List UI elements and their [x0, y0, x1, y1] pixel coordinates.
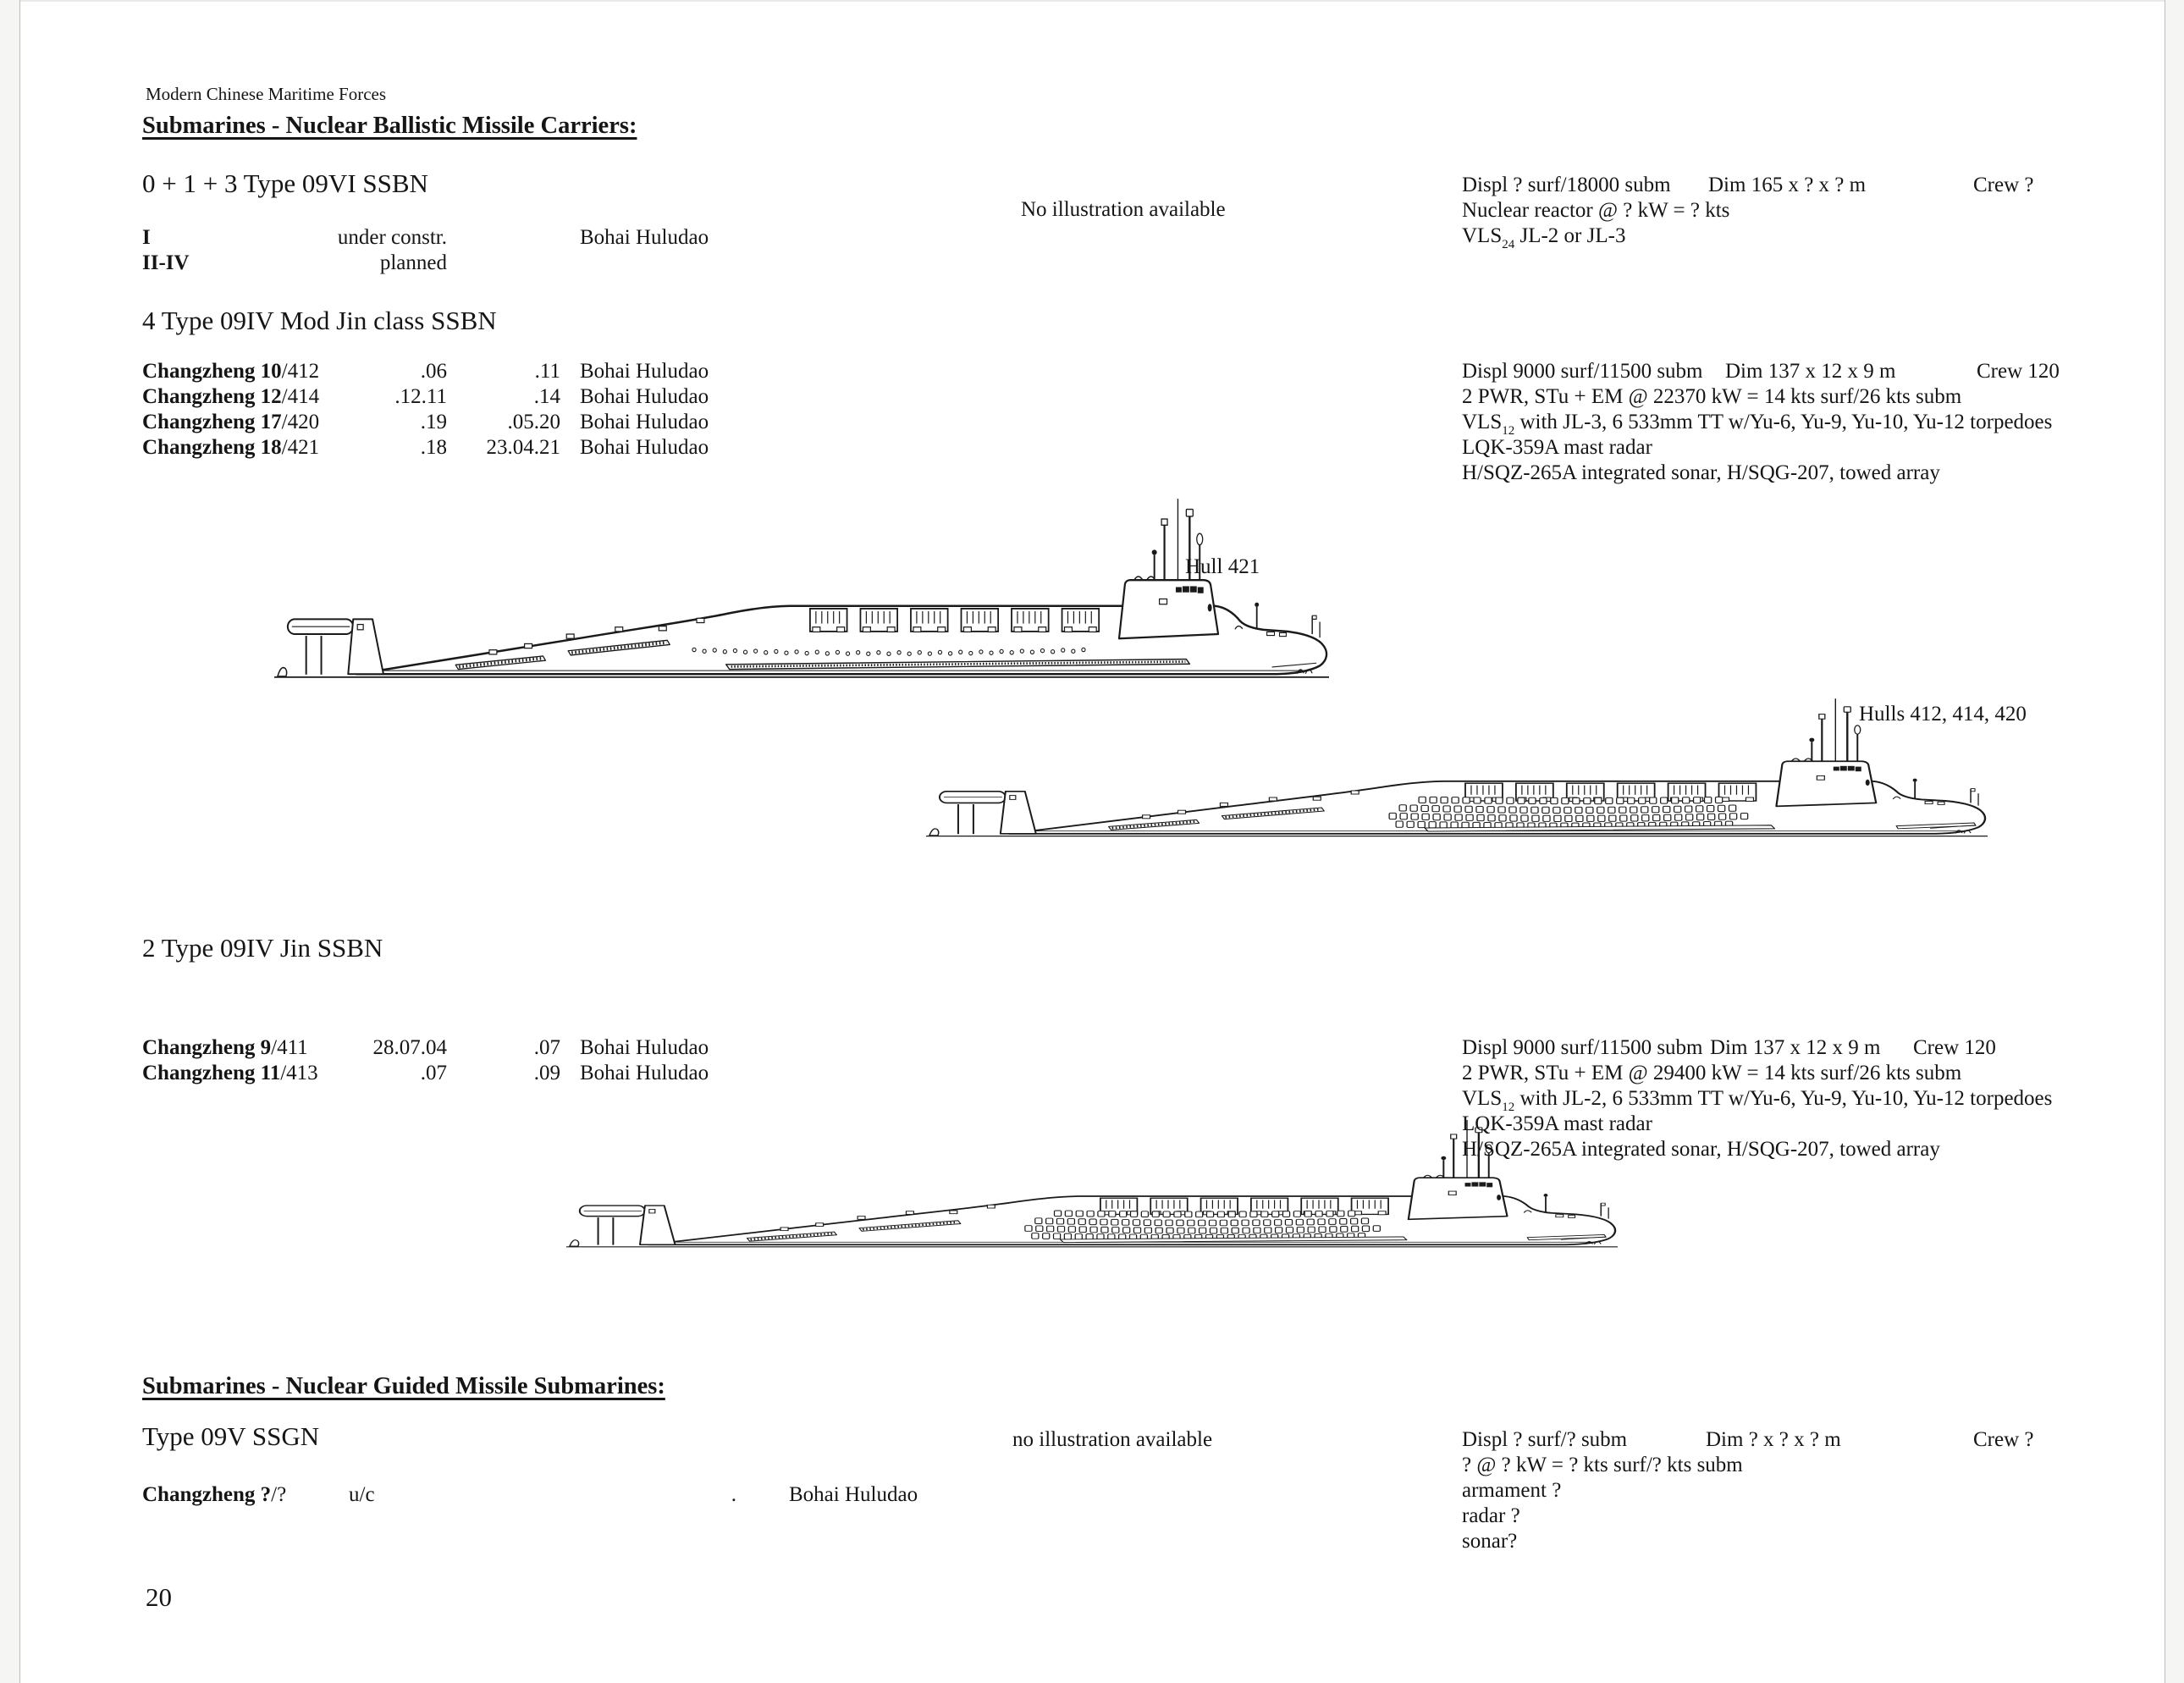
spec-line: $VLS_{12}$ with JL-3, 6 533mm TT w/Yu-6, Yu-9, Yu-10, Yu-12 torpedoes	[1462, 411, 2053, 438]
spec-line: LQK-359A mast radar	[1462, 1112, 1652, 1135]
ship-date-commissioned: .09	[533, 1062, 560, 1084]
ship-date-laid-down: .19	[420, 411, 447, 433]
section-heading-ssbn: Submarines - Nuclear Ballistic Missile Carriers:	[142, 113, 637, 139]
ship-date-laid-down: 28.07.04	[372, 1036, 447, 1059]
spec-displacement: Displ ? surf/18000 subm	[1462, 174, 1671, 196]
spec-line: ? @ ? kW = ? kts surf/? kts subm	[1462, 1454, 1743, 1476]
spec-displacement: Displ ? surf/? subm	[1462, 1428, 1628, 1451]
ship-date-commissioned: .11	[534, 360, 560, 383]
spec-dimensions: Dim ? x ? x ? m	[1706, 1428, 1841, 1451]
spec-line: H/SQZ-265A integrated sonar, H/SQG-207, towed array	[1462, 461, 1940, 484]
spec-crew: Crew 120	[1977, 360, 2060, 383]
spec-line: sonar?	[1462, 1530, 1518, 1553]
ship-name: I	[142, 226, 151, 249]
illustration-label-hull-421: Hull 421	[1185, 555, 1260, 578]
class-title-type09iv-mod: 4 Type 09IV Mod Jin class SSBN	[142, 306, 497, 335]
ship-builder: Bohai Huludao	[580, 411, 709, 433]
spec-displacement: Displ 9000 surf/11500 subm	[1462, 1036, 1703, 1059]
submarine-drawing-hull-421	[273, 495, 1331, 680]
spec-dimensions: Dim 137 x 12 x 9 m	[1710, 1036, 1881, 1059]
spec-line: $VLS_{12}$ with JL-2, 6 533mm TT w/Yu-6, Yu-9, Yu-10, Yu-12 torpedoes	[1462, 1087, 2053, 1114]
page-left-margin	[0, 0, 20, 1683]
spec-line: $VLS_{24}$ JL-2 or JL-3	[1462, 224, 1626, 251]
ship-name: Changzheng ?/?	[142, 1483, 287, 1506]
spec-line: radar ?	[1462, 1504, 1520, 1527]
spec-displacement: Displ 9000 surf/11500 subm	[1462, 360, 1703, 383]
ship-date-laid-down: .18	[420, 436, 447, 459]
spec-line: Nuclear reactor @ ? kW = ? kts	[1462, 199, 1730, 222]
ship-builder: Bohai Huludao	[580, 360, 709, 383]
spec-line: armament ?	[1462, 1479, 1562, 1502]
illustration-label-hulls-412-414-420: Hulls 412, 414, 420	[1859, 703, 2027, 726]
ship-builder: Bohai Huludao	[789, 1483, 918, 1506]
ship-name: II-IV	[142, 251, 190, 274]
ship-date-laid-down: u/c	[349, 1483, 375, 1506]
page-top-edge	[0, 0, 2184, 2]
spec-dimensions: Dim 137 x 12 x 9 m	[1725, 360, 1896, 383]
ship-name: Changzheng 11/413	[142, 1062, 318, 1084]
ship-date-commissioned: 23.04.21	[486, 436, 560, 459]
ship-date-commissioned: .	[731, 1483, 736, 1506]
spec-line: H/SQZ-265A integrated sonar, H/SQG-207, towed array	[1462, 1138, 1940, 1161]
class-title-type09vi: 0 + 1 + 3 Type 09VI SSBN	[142, 168, 428, 198]
class-title-type09v: Type 09V SSGN	[142, 1421, 320, 1451]
no-illustration-note-type09vi: No illustration available	[1021, 198, 1226, 221]
ship-builder: Bohai Huludao	[580, 436, 709, 459]
ship-date-laid-down: under constr.	[337, 226, 447, 249]
spec-crew: Crew ?	[1973, 174, 2034, 196]
ship-builder: Bohai Huludao	[580, 226, 709, 249]
ship-name: Changzheng 12/414	[142, 385, 320, 408]
ship-date-laid-down: planned	[379, 251, 447, 274]
spec-dimensions: Dim 165 x ? x ? m	[1708, 174, 1867, 196]
ship-date-commissioned: .07	[533, 1036, 560, 1059]
page-right-margin	[2165, 0, 2184, 1683]
spec-line: 2 PWR, STu + EM @ 22370 kW = 14 kts surf/26 kts subm	[1462, 385, 1962, 408]
spec-line: 2 PWR, STu + EM @ 29400 kW = 14 kts surf/26 kts subm	[1462, 1062, 1962, 1084]
ship-date-commissioned: .14	[533, 385, 560, 408]
running-header: Modern Chinese Maritime Forces	[146, 84, 387, 104]
ship-name: Changzheng 9/411	[142, 1036, 308, 1059]
ship-date-laid-down: .07	[420, 1062, 447, 1084]
ship-date-laid-down: .06	[420, 360, 447, 383]
ship-builder: Bohai Huludao	[580, 1036, 709, 1059]
spec-line: LQK-359A mast radar	[1462, 436, 1652, 459]
ship-builder: Bohai Huludao	[580, 1062, 709, 1084]
class-title-type09iv: 2 Type 09IV Jin SSBN	[142, 933, 383, 963]
ship-builder: Bohai Huludao	[580, 385, 709, 408]
spec-crew: Crew ?	[1973, 1428, 2034, 1451]
ship-date-laid-down: .12.11	[394, 385, 447, 408]
ship-name: Changzheng 10/412	[142, 360, 320, 383]
ship-name: Changzheng 17/420	[142, 411, 320, 433]
no-illustration-note-type09v: no illustration available	[1012, 1428, 1213, 1451]
spec-crew: Crew 120	[1913, 1036, 1996, 1059]
page-number: 20	[146, 1582, 172, 1612]
ship-name: Changzheng 18/421	[142, 436, 320, 459]
ship-date-commissioned: .05.20	[507, 411, 560, 433]
submarine-drawing-hulls-412-414-420	[924, 696, 1989, 838]
section-heading-ssgn: Submarines - Nuclear Guided Missile Submarines:	[142, 1373, 665, 1399]
